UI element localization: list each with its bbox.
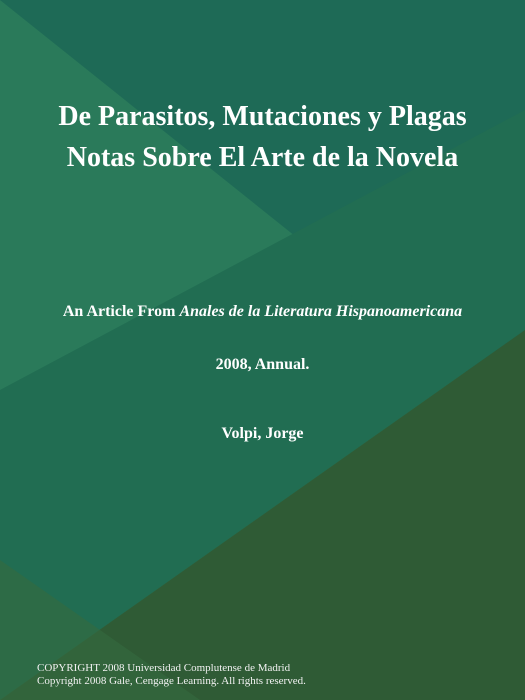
title-line-1: De Parasitos, Mutaciones y Plagas bbox=[58, 101, 467, 132]
source-line bbox=[0, 303, 525, 321]
title-line-2: Notas Sobre El Arte de la Novela bbox=[66, 142, 459, 173]
copyright-line-2: Copyright 2008 Gale, Cengage Learning. All rights reserved. bbox=[37, 675, 306, 687]
author-name: Volpi, Jorge bbox=[221, 425, 304, 442]
journal-name: Anales de la Literatura Hispanoamericana bbox=[179, 303, 463, 320]
source-prefix: An Article From bbox=[62, 303, 176, 320]
copyright-line-1: COPYRIGHT 2008 Universidad Complutense de Madrid bbox=[37, 662, 291, 674]
copyright-notice bbox=[37, 662, 306, 688]
publication-date: 2008, Annual. bbox=[215, 356, 310, 373]
book-title bbox=[0, 96, 525, 178]
